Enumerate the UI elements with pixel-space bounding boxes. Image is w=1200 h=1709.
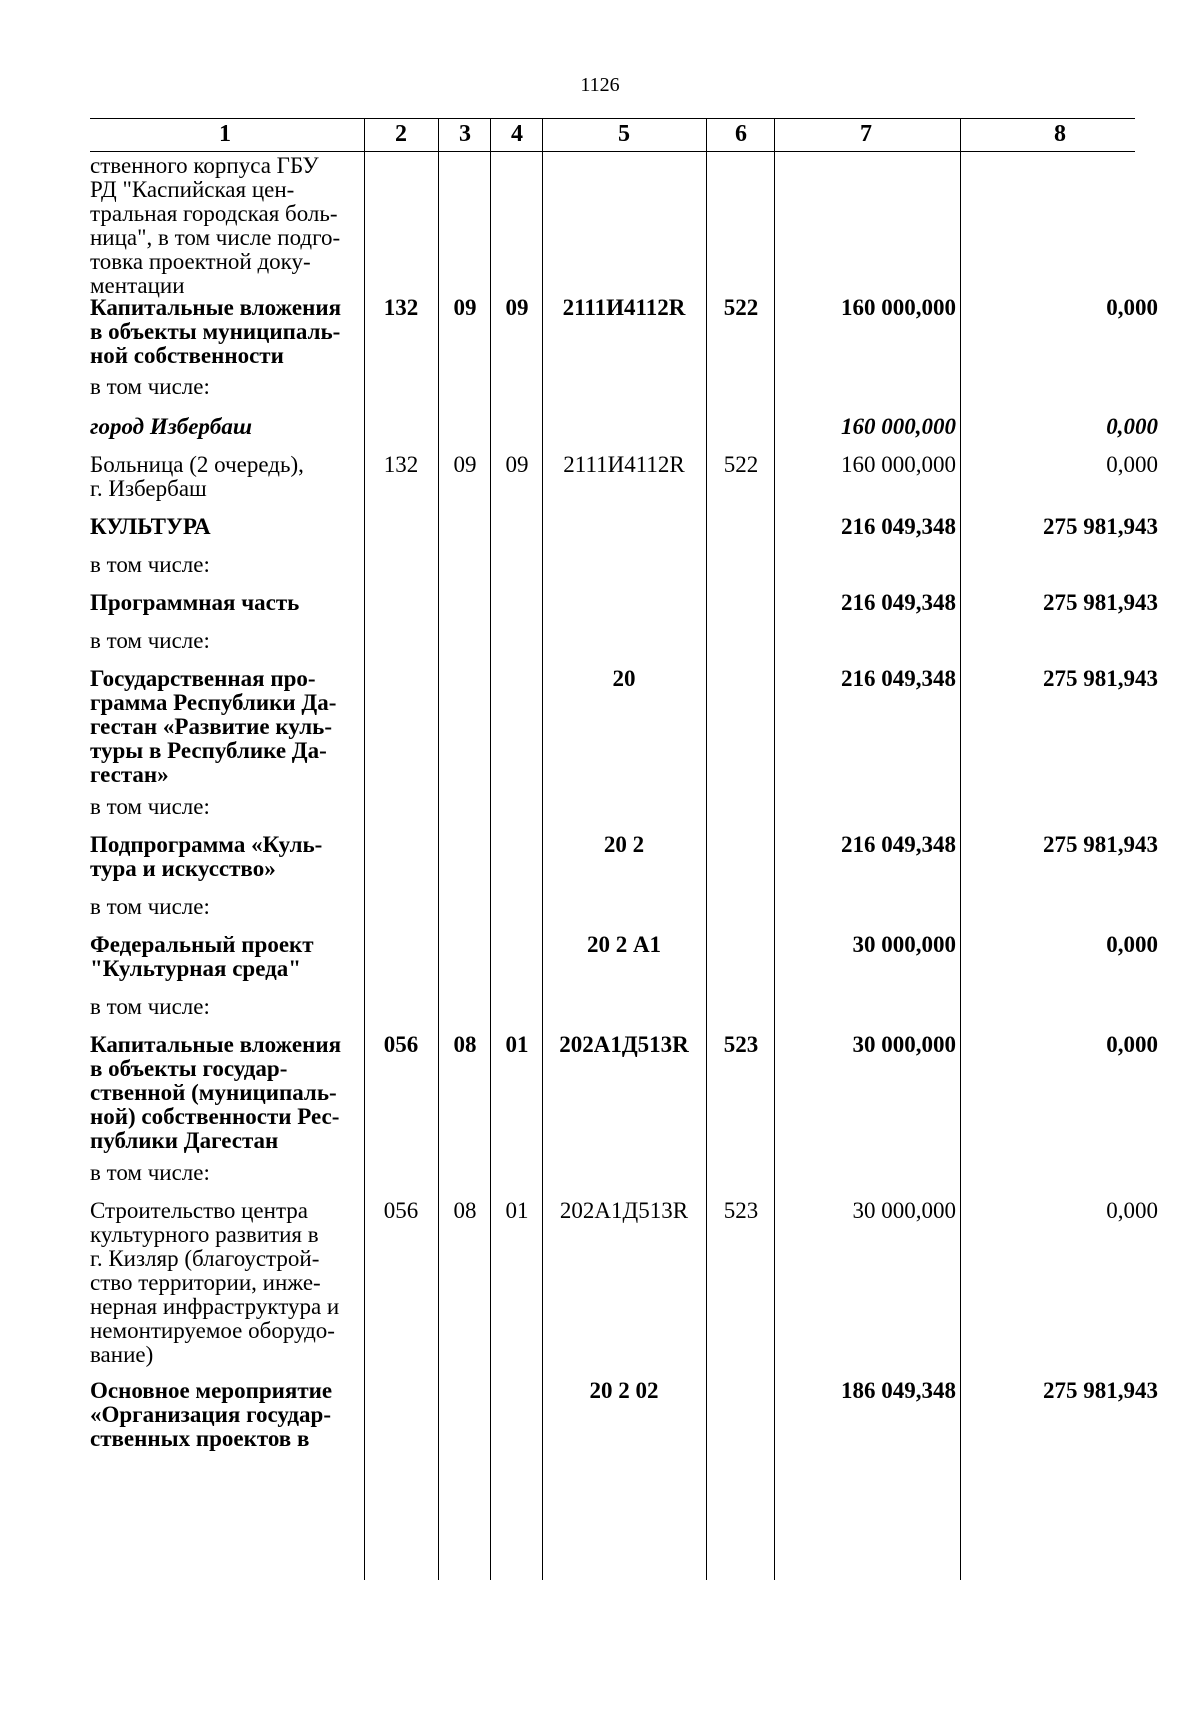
table-cell-label: ственного корпуса ГБУ РД "Каспийская цен- тральная городская боль- ница", в том числе подго- товка проектной доку- ментации [90,153,341,298]
table-cell: 0,000 [1106,414,1158,439]
table-cell: 09 [453,452,477,477]
table-cell: 132 [383,295,419,320]
table-cell: 20 [612,666,636,691]
table-cell: 202А1Д513R [559,1198,689,1223]
table-cell-label: в том числе: [90,552,210,577]
column-divider-1 [364,118,365,1580]
table-cell: 0,000 [1106,295,1158,320]
table-cell: 0,000 [1106,452,1158,477]
table-cell: 08 [453,1032,477,1057]
table-cell: 522 [723,452,759,477]
table-cell-label: Основное мероприятие «Организация государ- ственных проектов в [90,1378,333,1451]
column-divider-4 [542,118,543,1580]
table-cell: 30 000,000 [852,1032,956,1057]
table-cell-label: Государственная про- грамма Республики Да- гестан «Развитие куль- туры в Республике Да- гестан» [90,666,337,787]
column-header: 7 [860,121,872,147]
table-cell-label: Больница (2 очередь), г. Избербаш [90,452,304,501]
table-cell: 0,000 [1106,932,1158,957]
column-header: 1 [219,121,231,147]
table-cell: 09 [453,295,477,320]
table-cell-label: в том числе: [90,1160,210,1185]
table-cell: 186 049,348 [841,1378,956,1403]
table-cell: 275 981,943 [1043,590,1158,615]
table-cell: 202А1Д513R [559,1032,689,1057]
table-cell: 30 000,000 [852,1198,956,1223]
column-header: 3 [459,121,471,147]
table-cell: 160 000,000 [841,295,956,320]
table-cell-label: в том числе: [90,374,210,399]
column-header: 2 [395,121,407,147]
table-cell-label: в том числе: [90,894,210,919]
table-cell: 30 000,000 [852,932,956,957]
table-cell: 0,000 [1106,1032,1158,1057]
column-header: 4 [511,121,523,147]
table-cell-label: Строительство центра культурного развития в г. Кизляр (благоустрой- ство территории, инже- нерная инфраструктура и немонтируемое оборудо- вание) [90,1198,340,1367]
table-cell: 216 049,348 [841,666,956,691]
table-cell: 216 049,348 [841,590,956,615]
column-divider-7 [960,118,961,1580]
table-cell-label: Программная часть [90,590,300,615]
table-cell-label: в том числе: [90,794,210,819]
table-cell: 08 [453,1198,477,1223]
column-divider-6 [774,118,775,1580]
table-cell: 216 049,348 [841,832,956,857]
table-cell: 09 [505,295,529,320]
table-cell: 132 [383,452,419,477]
table-cell: 275 981,943 [1043,832,1158,857]
table-header-rule [90,151,1135,152]
table-cell: 09 [505,452,529,477]
table-cell: 275 981,943 [1043,666,1158,691]
table-cell: 216 049,348 [841,514,956,539]
table-cell-label: КУЛЬТУРА [90,514,211,539]
table-cell-label: Подпрограмма «Куль- тура и искусство» [90,832,323,881]
table-cell: 01 [505,1032,529,1057]
table-top-rule [90,118,1135,119]
table-cell: 523 [723,1032,759,1057]
table-cell: 056 [383,1198,419,1223]
table-cell: 2111И4112R [563,452,685,477]
table-cell: 2111И4112R [562,295,686,320]
table-cell: 01 [505,1198,529,1223]
page-number: 1126 [580,74,620,96]
table-cell: 522 [723,295,759,320]
table-cell-label: в том числе: [90,628,210,653]
table-cell-label: Капитальные вложения в объекты муниципаль- ной собственности [90,295,342,368]
table-cell: 20 2 А1 [586,932,662,957]
table-cell-label: Федеральный проект "Культурная среда" [90,932,314,981]
column-divider-2 [438,118,439,1580]
table-cell: 275 981,943 [1043,514,1158,539]
table-cell: 0,000 [1106,1198,1158,1223]
table-cell: 056 [383,1032,419,1057]
table-cell-label: Капитальные вложения в объекты государ- ственной (муниципаль- ной) собственности Рес- публики Дагестан [90,1032,342,1153]
table-cell: 20 2 [603,832,645,857]
table-cell: 160 000,000 [841,414,956,439]
column-header: 5 [618,121,630,147]
column-divider-3 [490,118,491,1580]
table-cell-label: город Избербаш [90,414,253,439]
table-cell: 523 [723,1198,759,1223]
column-divider-5 [706,118,707,1580]
table-cell-label: в том числе: [90,994,210,1019]
column-header: 8 [1054,121,1066,147]
table-cell: 275 981,943 [1043,1378,1158,1403]
table-cell: 160 000,000 [841,452,956,477]
table-cell: 20 2 02 [589,1378,659,1403]
column-header: 6 [735,121,747,147]
